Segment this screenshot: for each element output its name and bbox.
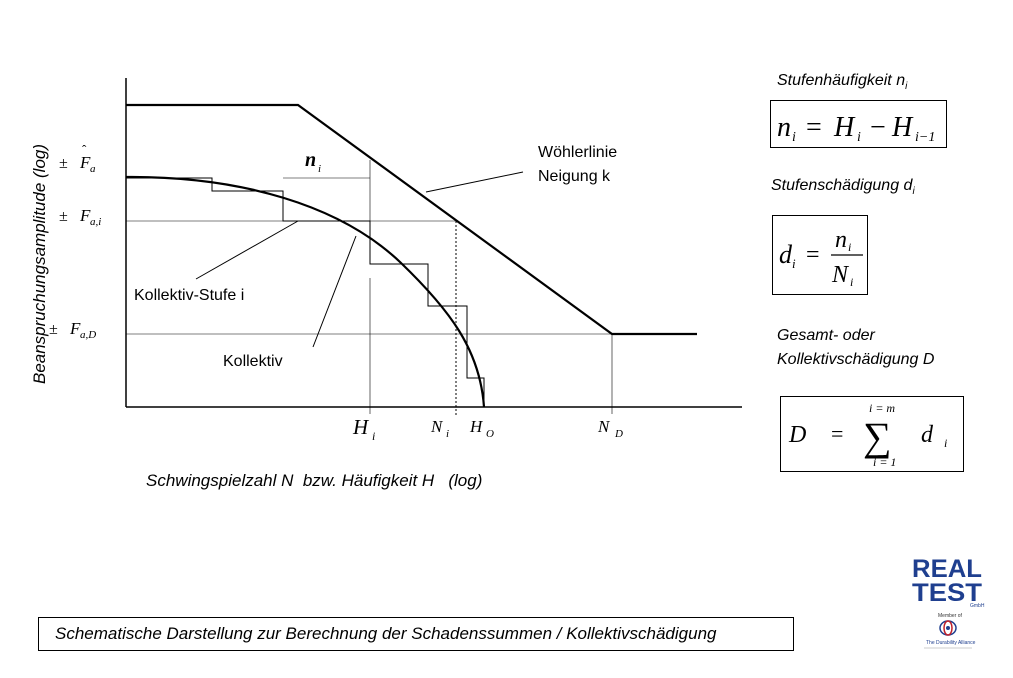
- stufenschaedigung-formula: [773, 216, 869, 296]
- svg-text:i: i: [372, 429, 376, 443]
- kollektiv-label: Kollektiv: [223, 353, 283, 370]
- svg-text:−: −: [870, 112, 886, 143]
- svg-text:H: H: [353, 415, 369, 439]
- stufenschaedigung-title: Stufenschädigung $d_i$: [771, 177, 915, 198]
- stufenschaedigung-formula-box: [772, 215, 868, 295]
- svg-text:O: O: [486, 428, 494, 440]
- svg-text:n: n: [835, 227, 847, 253]
- leader-kollektiv: [313, 236, 356, 347]
- svg-text:ˆ: ˆ: [82, 142, 87, 157]
- svg-text:H: H: [834, 112, 855, 143]
- x-tick-hi: [352, 415, 375, 443]
- woehler-label-line1: Wöhlerlinie: [538, 144, 618, 161]
- caption-text: Schematische Darstellung zur Berechnung der Schadenssummen / Kollektivschädigung: [55, 624, 717, 643]
- stufenhaeufigkeit-formula: [771, 101, 948, 149]
- svg-text:n: n: [777, 112, 791, 143]
- leader-woehler: [426, 172, 523, 192]
- svg-text:REAL: REAL: [912, 555, 982, 583]
- svg-text:i: i: [848, 240, 852, 254]
- svg-text:N: N: [832, 262, 849, 288]
- svg-text:i: i: [792, 130, 796, 145]
- stufenhaeufigkeit-formula-box: [770, 100, 947, 148]
- svg-text:±: ±: [59, 155, 68, 172]
- svg-text:d: d: [921, 422, 933, 448]
- gesamt-formula: [781, 397, 965, 473]
- svg-text:Member of: Member of: [938, 613, 962, 619]
- svg-text:i: i: [850, 275, 854, 289]
- svg-text:F: F: [70, 319, 81, 338]
- caption-box: [38, 617, 794, 651]
- svg-text:∑: ∑: [863, 414, 892, 459]
- y-axis-label: Beanspruchungsamplitude (log): [30, 143, 49, 385]
- svg-text:i: i: [792, 256, 796, 271]
- y-tick-fad: [49, 319, 96, 341]
- svg-text:i = 1: i = 1: [873, 455, 897, 469]
- svg-text:i: i: [446, 428, 450, 440]
- svg-text:The Durability Alliance: The Durability Alliance: [926, 640, 976, 646]
- svg-text:H: H: [892, 112, 913, 143]
- svg-text:F: F: [80, 153, 91, 172]
- svg-text:D: D: [789, 422, 807, 448]
- svg-text:a: a: [90, 163, 96, 175]
- woehler-label-line2: Neigung k: [538, 168, 611, 185]
- durability-alliance-icon: [940, 621, 956, 635]
- svg-text:i−1: i−1: [915, 130, 936, 145]
- svg-text:H: H: [470, 417, 483, 436]
- svg-text:D: D: [615, 428, 623, 440]
- svg-text:i: i: [944, 436, 948, 450]
- gesamt-formula-box: [780, 396, 964, 472]
- svg-text:=: =: [831, 421, 844, 446]
- svg-text:i = m: i = m: [869, 401, 896, 415]
- svg-text:i: i: [318, 163, 322, 175]
- svg-text:N: N: [431, 417, 443, 436]
- x-tick-ni: [430, 417, 449, 440]
- x-tick-ho: [469, 417, 494, 440]
- svg-text:F: F: [80, 206, 91, 225]
- realtest-logo: [910, 555, 986, 653]
- svg-text:TEST: TEST: [912, 579, 982, 607]
- svg-text:=: =: [806, 242, 820, 268]
- svg-text:d: d: [779, 240, 792, 269]
- gesamt-title-line1: Gesamt- oder: [777, 327, 875, 344]
- stufenhaeufigkeit-title: Stufenhäufigkeit $n_i$: [777, 72, 908, 93]
- svg-text:±: ±: [59, 208, 68, 225]
- y-tick-fai: [59, 206, 101, 228]
- svg-text:N: N: [598, 417, 610, 436]
- svg-text:a,i: a,i: [90, 216, 102, 228]
- ni-label: [305, 149, 321, 175]
- svg-text:±: ±: [49, 321, 58, 338]
- svg-text:=: =: [806, 112, 822, 143]
- y-tick-fa-hat: [59, 142, 96, 175]
- x-axis-label: Schwingspielzahl N bzw. Häufigkeit H (log): [146, 471, 483, 490]
- svg-text:i: i: [857, 130, 861, 145]
- gesamt-title-line2: Kollektivschädigung D: [777, 351, 935, 368]
- x-tick-nd: [597, 417, 623, 440]
- svg-text:GmbH: GmbH: [970, 603, 985, 609]
- leader-stufe: [196, 221, 298, 279]
- svg-text:a,D: a,D: [80, 329, 97, 341]
- stufe-label: Kollektiv-Stufe i: [134, 287, 245, 304]
- svg-text:n: n: [305, 149, 317, 171]
